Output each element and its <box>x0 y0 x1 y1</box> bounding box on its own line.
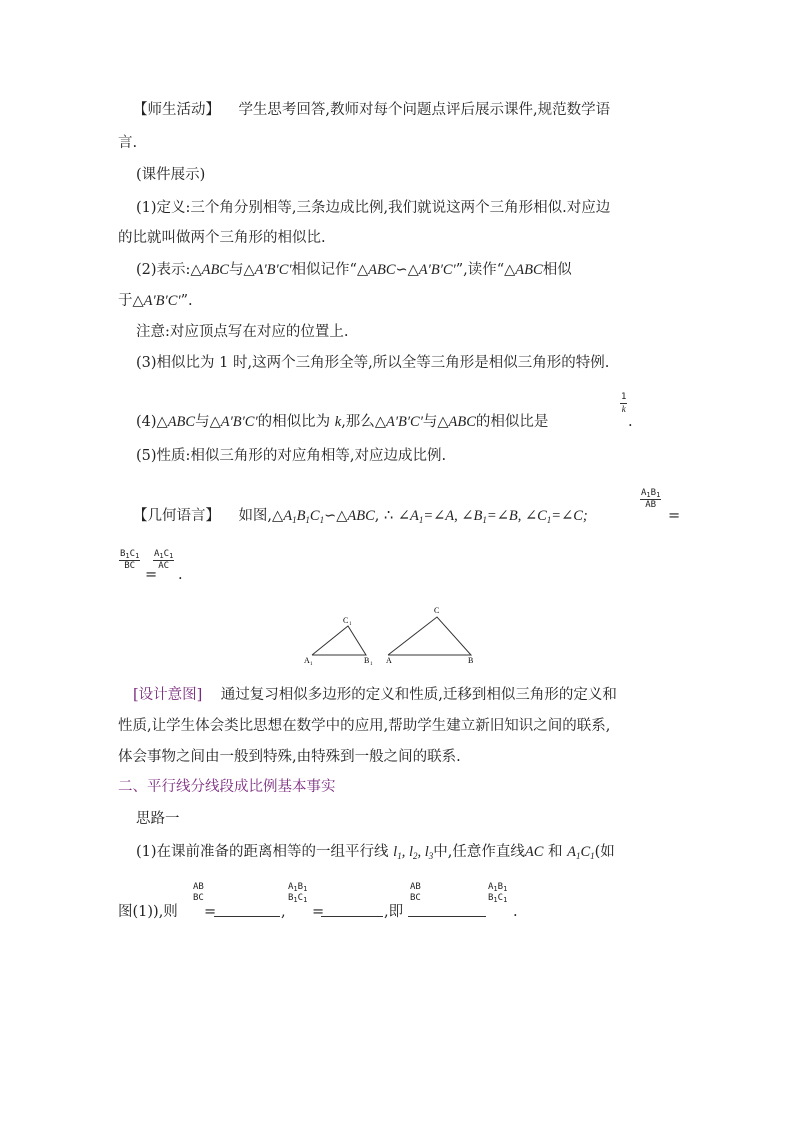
activity-text: 学生思考回答,教师对每个问题点评后展示课件,规范数学语 <box>238 102 611 118</box>
activity-line-2: 言. <box>118 135 138 151</box>
item-4-period: . <box>628 414 633 430</box>
comma-2: ,即 <box>384 904 404 920</box>
large-label-a: A <box>386 656 392 665</box>
small-label-b: B <box>364 656 370 665</box>
geometry-frac-1: $\frac{A_1B_1}{AB}$ <box>641 488 661 510</box>
activity-line-1 <box>133 100 610 120</box>
item-3-line: (3)相似比为 1 时,这两个三角形全等,所以全等三角形是相似三角形的特例. <box>136 355 610 371</box>
item-2-line-1: (2)表示:△ABC与△A′B′C′相似记作“△ABC∽△A′B′C′”,读作“△ABC相似 <box>136 262 572 278</box>
note-line: 注意:对应顶点写在对应的位置上. <box>136 324 349 340</box>
item-4-fraction: $\frac{1}{k}$ <box>621 392 627 414</box>
ratio-a1b1-b1c1-2: $A_1B_1$ $B_1C_1$ <box>488 882 508 904</box>
large-triangle <box>386 606 473 665</box>
item-1-line-2: 的比就叫做两个三角形的相似比. <box>118 230 326 246</box>
line-end-period: . <box>513 904 518 920</box>
section-2-line-1: (1)在课前准备的距离相等的一组平行线 $l_1$, $l_2$, $l_3$中,任意作直线AC 和 $A_1C_1$(如 <box>136 844 615 861</box>
design-line-2: 性质,让学生体会类比思想在数学中的应用,帮助学生建立新旧知识之间的联系, <box>118 718 611 734</box>
design-line-1: [设计意图] 通过复习相似多边形的定义和性质,迁移到相似三角形的定义和 <box>133 687 617 703</box>
small-triangle <box>304 616 373 667</box>
large-label-c: C <box>434 606 440 615</box>
section-2-line-2-prefix: 图(1)),则 <box>118 904 178 920</box>
section-2-heading: 二、平行线分线段成比例基本事实 <box>118 779 336 795</box>
eq-1: = <box>204 904 217 920</box>
item-5-line: (5)性质:相似三角形的对应角相等,对应边成比例. <box>136 448 447 464</box>
answer-blank-1[interactable] <box>214 902 280 917</box>
item-4-line: (4)△ABC与△A′B′C′的相似比为 k,那么△A′B′C′与△ABC的相似比是 <box>136 414 549 430</box>
geometry-end: . <box>178 567 183 583</box>
design-line-3: 体会事物之间由一般到特殊,由特殊到一般之间的联系. <box>118 749 461 765</box>
geometry-frac-2: $\frac{B_1C_1}{BC}$ <box>120 549 140 571</box>
item-1-line-1: (1)定义:三个角分别相等,三条边成比例,我们就说这两个三角形相似.对应边 <box>136 200 611 216</box>
eq-2: = <box>312 904 325 920</box>
small-sub-a: 1 <box>310 662 313 667</box>
activity-bracket: 【师生活动】 <box>133 102 220 118</box>
answer-blank-2[interactable] <box>321 902 383 917</box>
comma-1: , <box>281 904 286 920</box>
geometry-frac-3: $\frac{A_1C_1}{AC}$ <box>154 549 174 571</box>
courseware-label: (课件展示) <box>136 167 206 183</box>
ratio-ab-bc-1: AB BC <box>193 882 204 903</box>
design-bracket: [设计意图] <box>133 687 203 703</box>
ratio-ab-bc-2: AB BC <box>410 882 421 903</box>
ratio-a1b1-b1c1: $A_1B_1$ $B_1C_1$ <box>288 882 308 904</box>
idea-label: 思路一 <box>136 811 180 827</box>
small-sub-b: 1 <box>370 662 373 667</box>
small-label-a: A <box>304 656 310 665</box>
item-2-line-2: 于△A′B′C′”. <box>118 293 193 309</box>
answer-blank-3[interactable] <box>408 902 486 917</box>
geometry-eq-1: = <box>668 508 681 524</box>
geometry-eq-2: = <box>145 567 158 583</box>
geometry-line-1: 【几何语言】 如图$,\triangle A_1B_1C_1∽\triangle ABC$, ∴ $\angle A_1=\angle A$, $\angle B_1=\angle B$, $\angle C_1=\angle C$; <box>133 508 588 525</box>
triangles-figure <box>300 600 490 670</box>
large-label-b: B <box>468 656 474 665</box>
small-sub-c: 1 <box>349 622 352 627</box>
small-label-c: C <box>343 616 349 625</box>
